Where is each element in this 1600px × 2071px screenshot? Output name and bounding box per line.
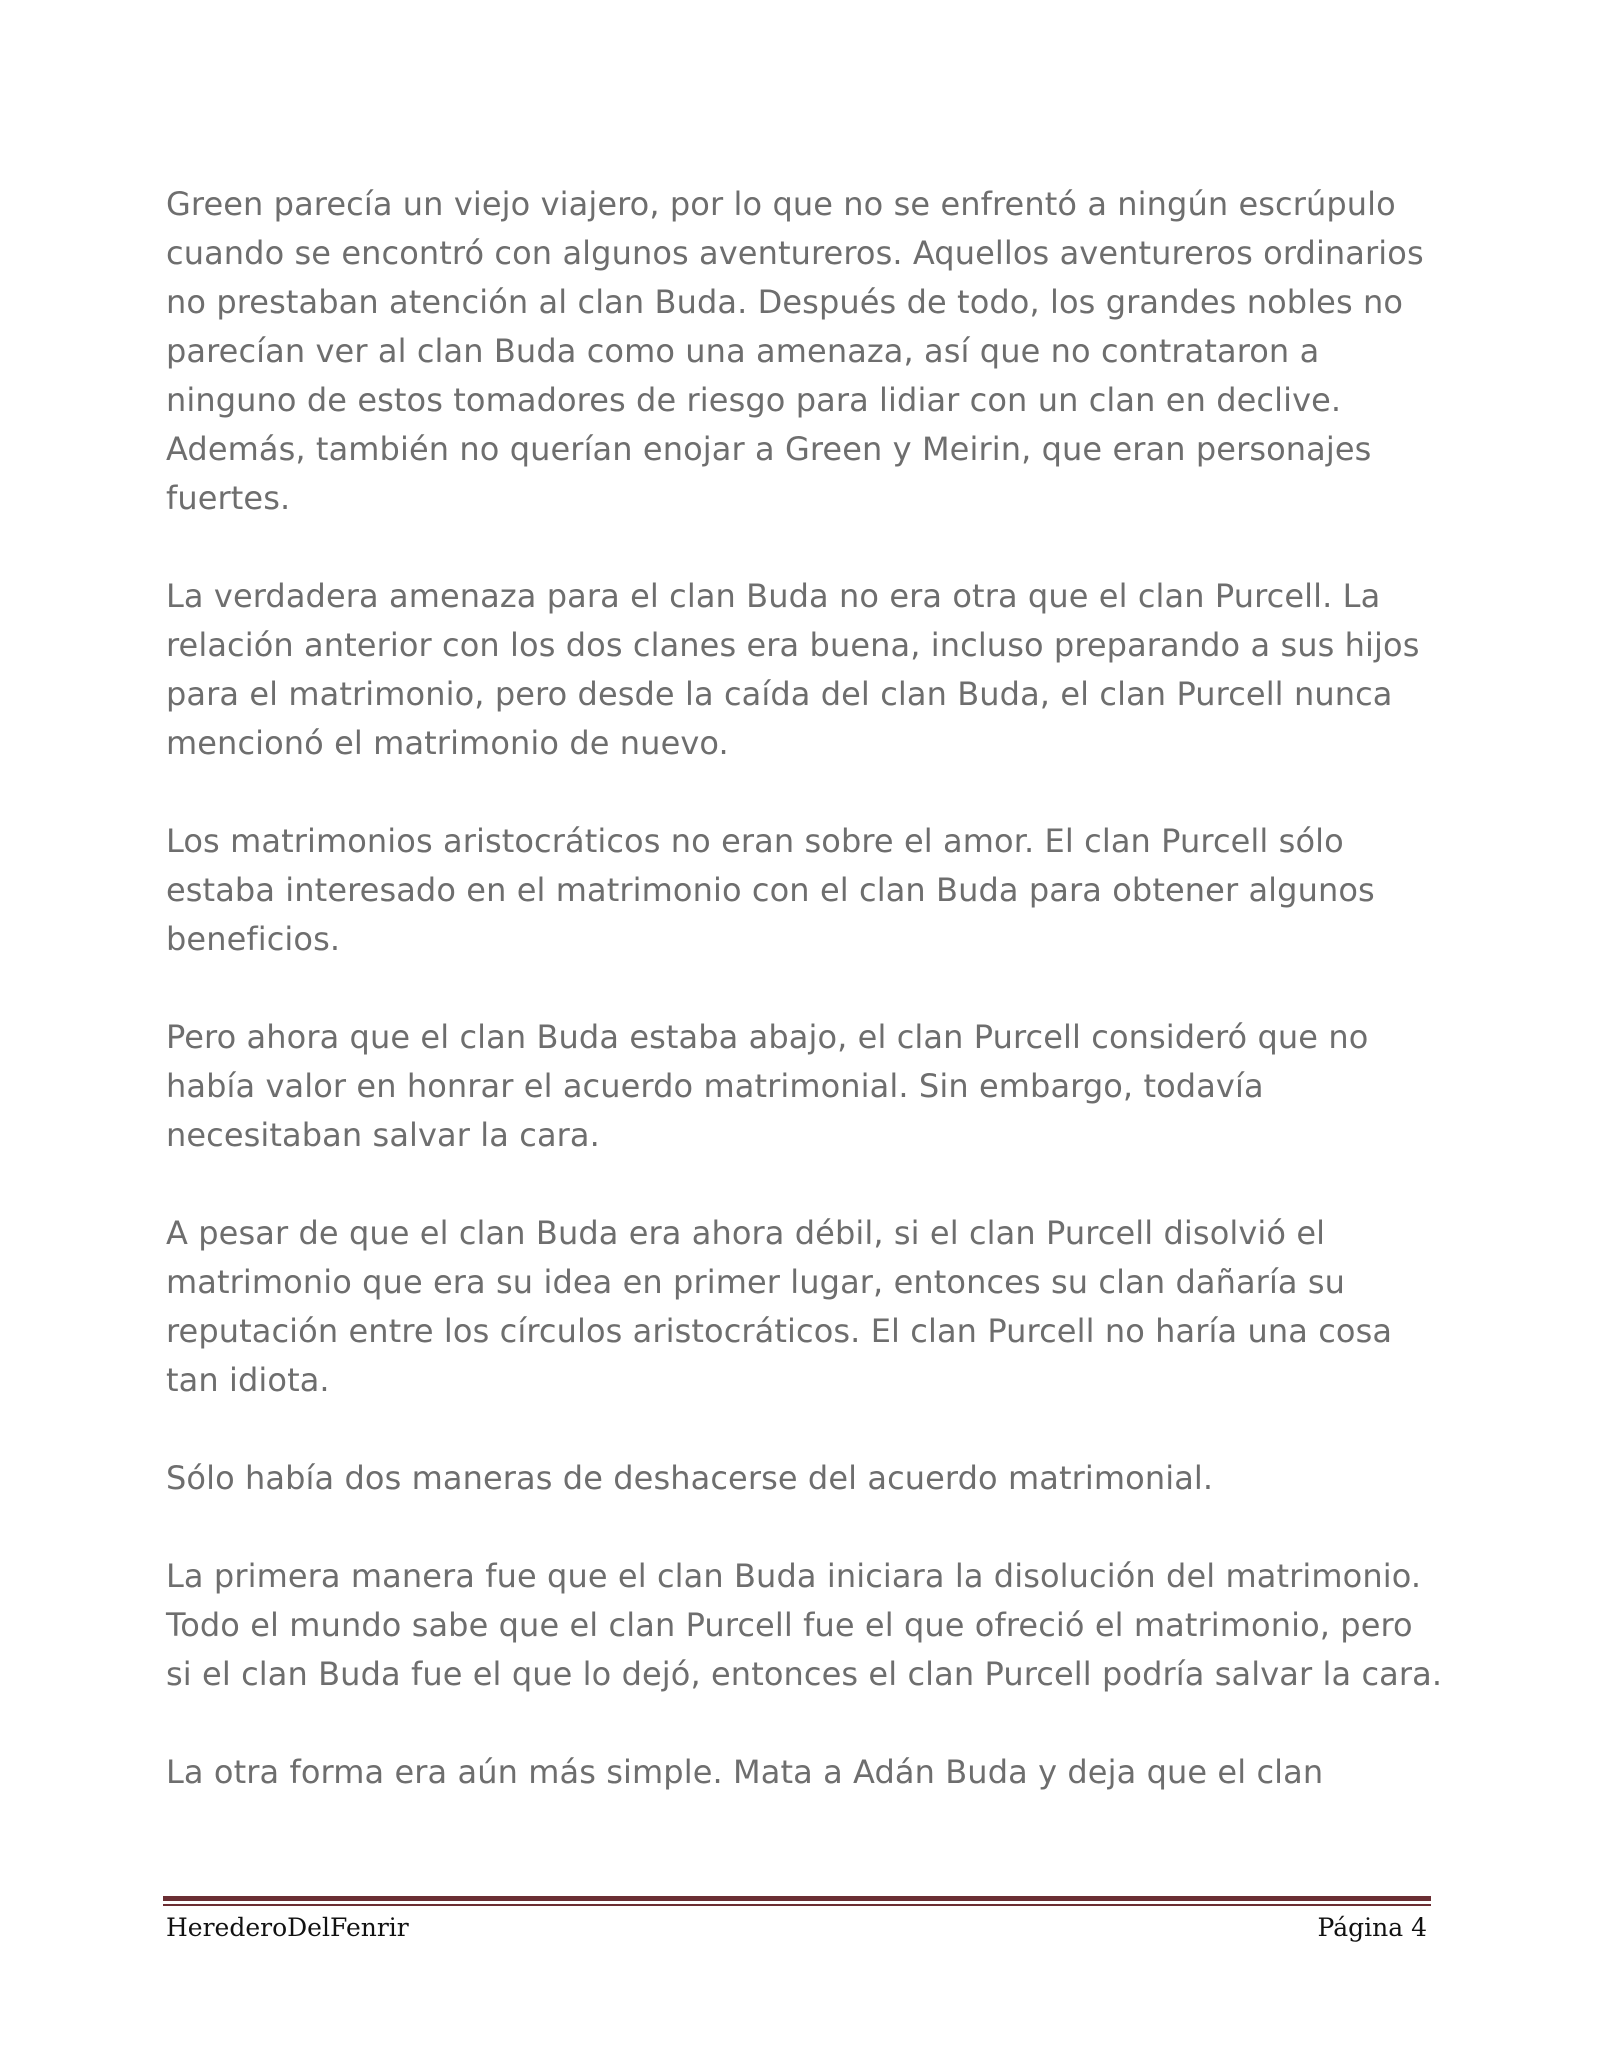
footer-page-number: Página 4 [1317, 1913, 1427, 1942]
paragraph-4: Pero ahora que el clan Buda estaba abajo, el clan Purcell consideró que no había valor en honrar el acuerdo matrimonial. Sin embargo, todavía necesitaban salvar la cara. [166, 1018, 1369, 1154]
footer-author: HerederoDelFenrir [166, 1913, 409, 1942]
paragraph-7: La primera manera fue que el clan Buda iniciara la disolución del matrimonio. Todo el mundo sabe que el clan Purcell fue el que ofreció el matrimonio, pero si el clan Buda fue el que lo dejó, entonces el clan Purcell podría salvar la cara. [166, 1557, 1443, 1693]
footer-divider-thin [163, 1904, 1431, 1906]
body-text [166, 180, 1446, 1797]
footer-divider [163, 1896, 1431, 1906]
paragraph-5: A pesar de que el clan Buda era ahora débil, si el clan Purcell disolvió el matrimonio que era su idea en primer lugar, entonces su clan dañaría su reputación entre los círculos aristocráticos. El clan Purcell no haría una cosa tan idiota. [166, 1214, 1393, 1399]
paragraph-8: La otra forma era aún más simple. Mata a Adán Buda y deja que el clan [166, 1753, 1324, 1791]
paragraph-2: La verdadera amenaza para el clan Buda no era otra que el clan Purcell. La relación anterior con los dos clanes era buena, incluso preparando a sus hijos para el matrimonio, pero desde la caída del clan Buda, el clan Purcell nunca mencionó el matrimonio de nuevo. [166, 577, 1420, 762]
paragraph-3: Los matrimonios aristocráticos no eran sobre el amor. El clan Purcell sólo estaba interesado en el matrimonio con el clan Buda para obtener algunos beneficios. [166, 822, 1375, 958]
paragraph-1: Green parecía un viejo viajero, por lo que no se enfrentó a ningún escrúpulo cuando se encontró con algunos aventureros. Aquellos aventureros ordinarios no prestaban atención al clan Buda. Después de todo, los grandes nobles no parecían ver al clan Buda como una amenaza, así que no contrataron a ninguno de estos tomadores de riesgo para lidiar con un clan en declive. Además, también no querían enojar a Green y Meirin, que eran personajes fuertes. [166, 185, 1424, 517]
footer-divider-thick [163, 1896, 1431, 1901]
paragraph-6: Sólo había dos maneras de deshacerse del acuerdo matrimonial. [166, 1459, 1214, 1497]
